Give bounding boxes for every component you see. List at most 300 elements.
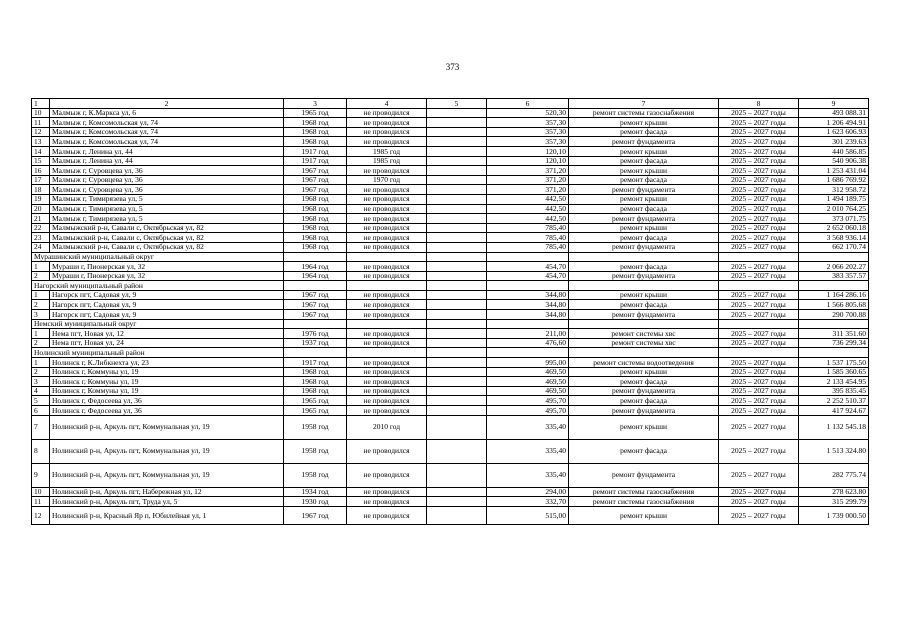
row-number-cell: 23 — [32, 233, 50, 243]
work-type-cell: ремонт фасада — [569, 233, 719, 243]
cost-cell: 2 010 764.25 — [799, 204, 869, 214]
period-cell: 2025 – 2027 годы — [719, 127, 799, 137]
period-cell: 2025 – 2027 годы — [719, 300, 799, 310]
empty-cell — [799, 252, 869, 262]
empty-cell — [427, 233, 487, 243]
address-cell: Малмыж г, Суровцева ул, 36 — [50, 175, 284, 185]
empty-cell — [347, 281, 427, 291]
work-type-cell: ремонт крыши — [569, 194, 719, 204]
page-number: 373 — [445, 62, 460, 72]
cost-cell: 493 088.31 — [799, 108, 869, 118]
cost-cell: 373 071.75 — [799, 214, 869, 224]
cost-cell: 2 252 510.37 — [799, 396, 869, 406]
table-row — [32, 463, 869, 487]
table-row — [32, 487, 869, 497]
period-cell: 2025 – 2027 годы — [719, 290, 799, 300]
last-repair-cell: не проводился — [347, 166, 427, 176]
work-type-cell: ремонт фундамента — [569, 310, 719, 320]
row-number-cell: 18 — [32, 185, 50, 195]
last-repair-cell: не проводился — [347, 329, 427, 339]
header-cell: 5 — [427, 99, 487, 109]
last-repair-cell: не проводился — [347, 118, 427, 128]
row-number-cell: 1 — [32, 358, 50, 368]
row-number-cell: 1 — [32, 329, 50, 339]
address-cell: Нолинск г, Федосеева ул, 36 — [50, 396, 284, 406]
table-row — [32, 108, 869, 118]
header-cell: 3 — [284, 99, 347, 109]
address-cell: Нолинский р-н, Аркуль пгт, Коммунальная ул, 19 — [50, 415, 284, 439]
year-built-cell: 1917 год — [284, 358, 347, 368]
table-row — [32, 329, 869, 339]
work-type-cell: ремонт фасада — [569, 127, 719, 137]
cost-cell: 1 585 360.65 — [799, 367, 869, 377]
last-repair-cell: не проводился — [347, 377, 427, 387]
year-built-cell: 1967 год — [284, 506, 347, 524]
table-row — [32, 242, 869, 252]
row-number-cell: 24 — [32, 242, 50, 252]
empty-cell — [427, 108, 487, 118]
empty-cell — [427, 118, 487, 128]
work-type-cell: ремонт крыши — [569, 506, 719, 524]
row-number-cell: 11 — [32, 497, 50, 507]
section-title: Немский муниципальный округ — [32, 319, 284, 329]
empty-cell — [284, 348, 347, 358]
last-repair-cell: 1985 год — [347, 146, 427, 156]
work-type-cell: ремонт крыши — [569, 415, 719, 439]
year-built-cell: 1958 год — [284, 439, 347, 463]
row-number-cell: 21 — [32, 214, 50, 224]
period-cell: 2025 – 2027 годы — [719, 194, 799, 204]
empty-cell — [347, 319, 427, 329]
year-built-cell: 1917 год — [284, 146, 347, 156]
area-cell: 785,40 — [487, 223, 569, 233]
address-cell: Малмыж г, К.Маркса ул, 6 — [50, 108, 284, 118]
area-cell: 120,10 — [487, 146, 569, 156]
empty-cell — [427, 242, 487, 252]
area-cell: 785,40 — [487, 233, 569, 243]
address-cell: Нагорск пгт, Садовая ул, 9 — [50, 300, 284, 310]
table-row — [32, 271, 869, 281]
period-cell: 2025 – 2027 годы — [719, 367, 799, 377]
address-cell: Мураши г, Пионерская ул, 32 — [50, 262, 284, 272]
period-cell: 2025 – 2027 годы — [719, 310, 799, 320]
last-repair-cell: не проводился — [347, 300, 427, 310]
cost-cell: 417 924.67 — [799, 406, 869, 416]
cost-cell: 3 568 936.14 — [799, 233, 869, 243]
work-type-cell: ремонт фундамента — [569, 214, 719, 224]
empty-cell — [427, 166, 487, 176]
address-cell: Нолинск г, К.Либкнехта ул, 23 — [50, 358, 284, 368]
last-repair-cell: не проводился — [347, 223, 427, 233]
cost-cell: 2 652 060.18 — [799, 223, 869, 233]
row-number-cell: 9 — [32, 463, 50, 487]
work-type-cell: ремонт фундамента — [569, 406, 719, 416]
table-row — [32, 223, 869, 233]
empty-cell — [569, 252, 719, 262]
period-cell: 2025 – 2027 годы — [719, 175, 799, 185]
row-number-cell: 19 — [32, 194, 50, 204]
period-cell: 2025 – 2027 годы — [719, 271, 799, 281]
last-repair-cell: 2010 год — [347, 415, 427, 439]
address-cell: Малмыж г, Комсомольская ул, 74 — [50, 118, 284, 128]
table-row — [32, 175, 869, 185]
last-repair-cell: не проводился — [347, 127, 427, 137]
period-cell: 2025 – 2027 годы — [719, 497, 799, 507]
address-cell: Малмыж г, Тимирязева ул, 5 — [50, 194, 284, 204]
empty-cell — [799, 281, 869, 291]
empty-cell — [799, 348, 869, 358]
period-cell: 2025 – 2027 годы — [719, 204, 799, 214]
table-row — [32, 386, 869, 396]
area-cell: 785,40 — [487, 242, 569, 252]
area-cell: 357,30 — [487, 118, 569, 128]
row-number-cell: 10 — [32, 487, 50, 497]
header-cell: 6 — [487, 99, 569, 109]
row-number-cell: 6 — [32, 406, 50, 416]
empty-cell — [799, 319, 869, 329]
empty-cell — [284, 319, 347, 329]
address-cell: Нолинский р-н, Аркуль пгт, Коммунальная ул, 19 — [50, 439, 284, 463]
header-cell: 2 — [50, 99, 284, 109]
table-row — [32, 310, 869, 320]
period-cell: 2025 – 2027 годы — [719, 146, 799, 156]
area-cell: 442,50 — [487, 194, 569, 204]
period-cell: 2025 – 2027 годы — [719, 223, 799, 233]
table-row — [32, 262, 869, 272]
row-number-cell: 2 — [32, 300, 50, 310]
empty-cell — [427, 300, 487, 310]
period-cell: 2025 – 2027 годы — [719, 214, 799, 224]
year-built-cell: 1968 год — [284, 223, 347, 233]
period-cell: 2025 – 2027 годы — [719, 108, 799, 118]
cost-cell: 2 066 202.27 — [799, 262, 869, 272]
work-type-cell: ремонт крыши — [569, 223, 719, 233]
empty-cell — [427, 497, 487, 507]
last-repair-cell: не проводился — [347, 310, 427, 320]
section-title: Нагорский муниципальный район — [32, 281, 284, 291]
row-number-cell: 14 — [32, 146, 50, 156]
cost-cell: 1 566 805.68 — [799, 300, 869, 310]
table-row — [32, 118, 869, 128]
address-cell: Нолинский р-н, Аркуль пгт, Коммунальная ул, 19 — [50, 463, 284, 487]
address-cell: Нолинский р-н, Аркуль пгт, Набережная ул, 12 — [50, 487, 284, 497]
period-cell: 2025 – 2027 годы — [719, 262, 799, 272]
area-cell: 495,70 — [487, 406, 569, 416]
area-cell: 371,20 — [487, 175, 569, 185]
row-number-cell: 12 — [32, 127, 50, 137]
work-type-cell: ремонт фасада — [569, 204, 719, 214]
period-cell: 2025 – 2027 годы — [719, 329, 799, 339]
work-type-cell: ремонт системы хвс — [569, 329, 719, 339]
address-cell: Малмыж г, Ленина ул, 44 — [50, 146, 284, 156]
last-repair-cell: не проводился — [347, 194, 427, 204]
work-type-cell: ремонт фасада — [569, 156, 719, 166]
year-built-cell: 1965 год — [284, 396, 347, 406]
table-row — [32, 127, 869, 137]
year-built-cell: 1964 год — [284, 271, 347, 281]
table-row — [32, 415, 869, 439]
period-cell: 2025 – 2027 годы — [719, 415, 799, 439]
table-row — [32, 146, 869, 156]
table-row — [32, 185, 869, 195]
year-built-cell: 1967 год — [284, 300, 347, 310]
area-cell: 335,40 — [487, 415, 569, 439]
period-cell: 2025 – 2027 годы — [719, 242, 799, 252]
empty-cell — [427, 223, 487, 233]
work-type-cell: ремонт фасада — [569, 396, 719, 406]
row-number-cell: 3 — [32, 310, 50, 320]
address-cell: Нолинск г, Федосеева ул, 36 — [50, 406, 284, 416]
cost-cell: 1 206 494.91 — [799, 118, 869, 128]
row-number-cell: 11 — [32, 118, 50, 128]
empty-cell — [427, 290, 487, 300]
header-cell: 9 — [799, 99, 869, 109]
empty-cell — [719, 319, 799, 329]
last-repair-cell: не проводился — [347, 497, 427, 507]
period-cell: 2025 – 2027 годы — [719, 118, 799, 128]
cost-cell: 1 739 000.50 — [799, 506, 869, 524]
row-number-cell: 5 — [32, 396, 50, 406]
cost-cell: 1 513 324.80 — [799, 439, 869, 463]
year-built-cell: 1967 год — [284, 166, 347, 176]
empty-cell — [347, 252, 427, 262]
empty-cell — [427, 175, 487, 185]
row-number-cell: 1 — [32, 262, 50, 272]
work-type-cell: ремонт фундамента — [569, 185, 719, 195]
table-row — [32, 338, 869, 348]
last-repair-cell: не проводился — [347, 406, 427, 416]
address-cell: Малмыж г, Комсомольская ул, 74 — [50, 137, 284, 147]
table-row — [32, 290, 869, 300]
empty-cell — [284, 281, 347, 291]
address-cell: Нагорск пгт, Садовая ул, 9 — [50, 310, 284, 320]
repair-schedule-table — [31, 98, 869, 525]
year-built-cell: 1967 год — [284, 310, 347, 320]
last-repair-cell: не проводился — [347, 358, 427, 368]
row-number-cell: 15 — [32, 156, 50, 166]
cost-cell: 1 164 286.16 — [799, 290, 869, 300]
year-built-cell: 1968 год — [284, 233, 347, 243]
empty-cell — [427, 281, 487, 291]
empty-cell — [427, 487, 487, 497]
area-cell: 476,60 — [487, 338, 569, 348]
area-cell: 520,30 — [487, 108, 569, 118]
work-type-cell: ремонт крыши — [569, 367, 719, 377]
area-cell: 335,40 — [487, 439, 569, 463]
area-cell: 442,50 — [487, 204, 569, 214]
period-cell: 2025 – 2027 годы — [719, 338, 799, 348]
address-cell: Малмыжский р-н, Савали с, Октябрьская ул, 82 — [50, 242, 284, 252]
year-built-cell: 1967 год — [284, 185, 347, 195]
address-cell: Мураши г, Пионерская ул, 32 — [50, 271, 284, 281]
section-row — [32, 348, 869, 358]
cost-cell: 301 239.63 — [799, 137, 869, 147]
empty-cell — [427, 214, 487, 224]
cost-cell: 662 170.74 — [799, 242, 869, 252]
period-cell: 2025 – 2027 годы — [719, 506, 799, 524]
table-body — [32, 99, 869, 525]
area-cell: 454,70 — [487, 262, 569, 272]
area-cell: 371,20 — [487, 166, 569, 176]
work-type-cell: ремонт системы газоснабжения — [569, 497, 719, 507]
cost-cell: 290 700.88 — [799, 310, 869, 320]
table-row — [32, 497, 869, 507]
last-repair-cell: не проводился — [347, 487, 427, 497]
empty-cell — [427, 396, 487, 406]
area-cell: 469,50 — [487, 386, 569, 396]
area-cell: 469,50 — [487, 367, 569, 377]
empty-cell — [427, 406, 487, 416]
cost-cell: 1 132 545.18 — [799, 415, 869, 439]
empty-cell — [427, 439, 487, 463]
last-repair-cell: не проводился — [347, 396, 427, 406]
work-type-cell: ремонт фундамента — [569, 271, 719, 281]
period-cell: 2025 – 2027 годы — [719, 487, 799, 497]
table-row — [32, 166, 869, 176]
area-cell: 120,10 — [487, 156, 569, 166]
empty-cell — [347, 348, 427, 358]
section-row — [32, 252, 869, 262]
row-number-cell: 1 — [32, 290, 50, 300]
empty-cell — [427, 463, 487, 487]
work-type-cell: ремонт фасада — [569, 262, 719, 272]
empty-cell — [427, 367, 487, 377]
year-built-cell: 1937 год — [284, 338, 347, 348]
cost-cell: 1 494 189.75 — [799, 194, 869, 204]
header-cell: 4 — [347, 99, 427, 109]
cost-cell: 440 586.85 — [799, 146, 869, 156]
cost-cell: 278 623.80 — [799, 487, 869, 497]
year-built-cell: 1968 год — [284, 194, 347, 204]
last-repair-cell: не проводился — [347, 233, 427, 243]
empty-cell — [427, 185, 487, 195]
address-cell: Малмыж г, Тимирязева ул, 5 — [50, 214, 284, 224]
period-cell: 2025 – 2027 годы — [719, 439, 799, 463]
empty-cell — [427, 338, 487, 348]
empty-cell — [487, 319, 569, 329]
last-repair-cell: 1985 год — [347, 156, 427, 166]
cost-cell: 383 357.57 — [799, 271, 869, 281]
cost-cell: 2 133 454.95 — [799, 377, 869, 387]
empty-cell — [427, 127, 487, 137]
table-row — [32, 439, 869, 463]
section-row — [32, 319, 869, 329]
work-type-cell: ремонт фундамента — [569, 386, 719, 396]
table-row — [32, 377, 869, 387]
work-type-cell: ремонт крыши — [569, 166, 719, 176]
last-repair-cell: не проводился — [347, 439, 427, 463]
area-cell: 515,00 — [487, 506, 569, 524]
year-built-cell: 1958 год — [284, 415, 347, 439]
address-cell: Нема пгт, Новая ул, 12 — [50, 329, 284, 339]
work-type-cell: ремонт системы газоснабжения — [569, 487, 719, 497]
year-built-cell: 1930 год — [284, 497, 347, 507]
period-cell: 2025 – 2027 годы — [719, 396, 799, 406]
last-repair-cell: не проводился — [347, 386, 427, 396]
table-row — [32, 137, 869, 147]
table-row — [32, 194, 869, 204]
table-row — [32, 233, 869, 243]
row-number-cell: 3 — [32, 377, 50, 387]
cost-cell: 312 958.72 — [799, 185, 869, 195]
empty-cell — [719, 252, 799, 262]
row-number-cell: 13 — [32, 137, 50, 147]
row-number-cell: 7 — [32, 415, 50, 439]
year-built-cell: 1968 год — [284, 127, 347, 137]
row-number-cell: 2 — [32, 367, 50, 377]
empty-cell — [427, 156, 487, 166]
area-cell: 335,40 — [487, 463, 569, 487]
table-row — [32, 406, 869, 416]
cost-cell: 311 351.60 — [799, 329, 869, 339]
work-type-cell: ремонт фундамента — [569, 137, 719, 147]
last-repair-cell: не проводился — [347, 214, 427, 224]
last-repair-cell: 1970 год — [347, 175, 427, 185]
last-repair-cell: не проводился — [347, 506, 427, 524]
header-cell: 8 — [719, 99, 799, 109]
empty-cell — [487, 252, 569, 262]
row-number-cell: 22 — [32, 223, 50, 233]
last-repair-cell: не проводился — [347, 271, 427, 281]
year-built-cell: 1965 год — [284, 406, 347, 416]
empty-cell — [427, 252, 487, 262]
address-cell: Нолинск г, Коммуны ул, 19 — [50, 377, 284, 387]
table-row — [32, 367, 869, 377]
empty-cell — [427, 386, 487, 396]
empty-cell — [427, 415, 487, 439]
period-cell: 2025 – 2027 годы — [719, 166, 799, 176]
empty-cell — [427, 506, 487, 524]
work-type-cell: ремонт крыши — [569, 290, 719, 300]
address-cell: Малмыж г, Комсомольская ул, 74 — [50, 127, 284, 137]
address-cell: Нолинск г, Коммуны ул, 19 — [50, 386, 284, 396]
cost-cell: 395 835.45 — [799, 386, 869, 396]
period-cell: 2025 – 2027 годы — [719, 233, 799, 243]
empty-cell — [427, 204, 487, 214]
address-cell: Нолинский р-н, Красный Яр п, Юбилейная ул, 1 — [50, 506, 284, 524]
address-cell: Малмыж г, Ленина ул, 44 — [50, 156, 284, 166]
row-number-cell: 10 — [32, 108, 50, 118]
work-type-cell: ремонт фасада — [569, 175, 719, 185]
header-row — [32, 99, 869, 109]
last-repair-cell: не проводился — [347, 338, 427, 348]
period-cell: 2025 – 2027 годы — [719, 377, 799, 387]
year-built-cell: 1958 год — [284, 463, 347, 487]
area-cell: 344,80 — [487, 310, 569, 320]
work-type-cell: ремонт системы газоснабжения — [569, 108, 719, 118]
table-row — [32, 506, 869, 524]
year-built-cell: 1965 год — [284, 108, 347, 118]
empty-cell — [427, 310, 487, 320]
area-cell: 344,80 — [487, 290, 569, 300]
row-number-cell: 2 — [32, 338, 50, 348]
work-type-cell: ремонт крыши — [569, 118, 719, 128]
period-cell: 2025 – 2027 годы — [719, 185, 799, 195]
empty-cell — [427, 271, 487, 281]
cost-cell: 1 537 175.50 — [799, 358, 869, 368]
area-cell: 357,30 — [487, 137, 569, 147]
area-cell: 357,30 — [487, 127, 569, 137]
area-cell: 454,70 — [487, 271, 569, 281]
work-type-cell: ремонт системы хвс — [569, 338, 719, 348]
year-built-cell: 1968 год — [284, 137, 347, 147]
address-cell: Малмыжский р-н, Савали с, Октябрьская ул, 82 — [50, 223, 284, 233]
last-repair-cell: не проводился — [347, 290, 427, 300]
empty-cell — [569, 348, 719, 358]
empty-cell — [487, 348, 569, 358]
address-cell: Нолинский р-н, Аркуль пгт, Труда ул, 5 — [50, 497, 284, 507]
address-cell: Нема пгт, Новая ул, 24 — [50, 338, 284, 348]
